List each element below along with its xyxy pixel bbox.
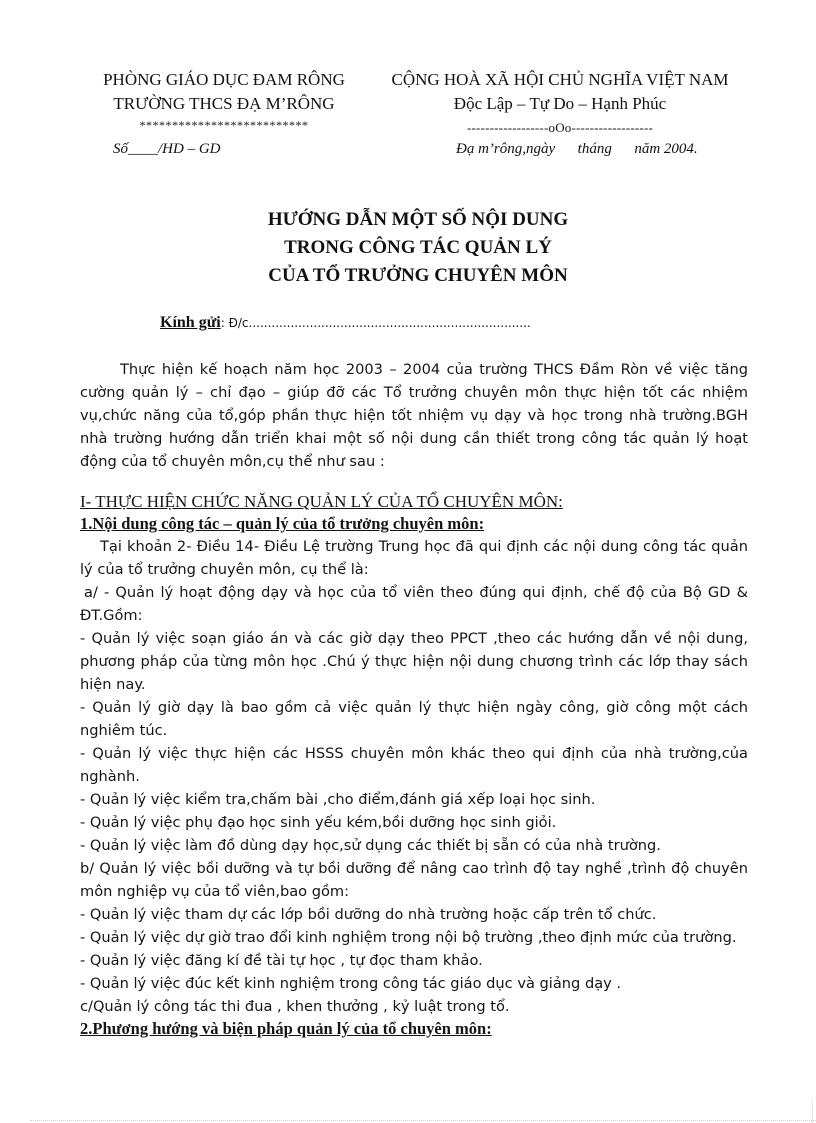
document-body [80, 358, 748, 1040]
title-line-2: TRONG CÔNG TÁC QUẢN LÝ [284, 237, 552, 258]
section-heading: I- THỰC HIỆN CHỨC NĂNG QUẢN LÝ CỦA TỔ CHUYÊN MÔN: [80, 492, 563, 511]
paragraph: a/ - Quản lý hoạt động dạy và học của tổ viên theo đúng qui định, chế độ của Bộ GD & ĐT.Gồm: [80, 584, 748, 624]
document-number: Số____/HD – GD [113, 141, 221, 157]
list-item: - Quản lý việc tham dự các lớp bồi dưỡng do nhà trường hoặc cấp trên tổ chức. [80, 906, 657, 923]
list-item: - Quản lý việc soạn giáo án và các giờ dạy theo PPCT ,theo các hướng dẫn về nội dung, phương pháp của từng môn học .Chú ý thực hiện nội dung chương trình các lớp thay sách hiện nay. [80, 630, 748, 693]
subsection-heading-1: 1.Nội dung công tác – quản lý của tổ trưởng chuyên môn: [80, 514, 485, 533]
recipient-line [160, 314, 531, 332]
list-item: - Quản lý việc phụ đạo học sinh yếu kém,bồi dưỡng học sinh giỏi. [80, 814, 557, 831]
date-line: Đạ m’rông,ngày tháng năm 2004. [456, 141, 698, 157]
dash-divider: ------------------oOo------------------ [466, 120, 654, 135]
recipient-value: : Đ/c.......................................................................... [220, 316, 531, 330]
list-item: - Quản lý việc đăng kí đề tài tự học , tự đọc tham khảo. [80, 952, 483, 969]
list-item: - Quản lý việc đúc kết kinh nghiệm trong công tác giáo dục và giảng dạy . [80, 975, 622, 992]
header-left-block [88, 68, 360, 132]
paragraph: c/Quản lý công tác thi đua , khen thưởng , kỷ luật trong tổ. [80, 998, 510, 1015]
school-name: TRƯỜNG THCS ĐẠ M’RÔNG [113, 94, 335, 113]
title-line-1: HƯỚNG DẪN MỘT SỐ NỘI DUNG [267, 209, 569, 230]
document-title [0, 206, 816, 290]
list-item: - Quản lý việc làm đồ dùng dạy học,sử dụng các thiết bị sẵn có của nhà trường. [80, 837, 661, 854]
header-right-block [368, 68, 752, 136]
subsection-heading-2: 2.Phương hướng và biện pháp quản lý của tổ chuyên môn: [80, 1019, 492, 1038]
page-edge-bottom [30, 1120, 816, 1121]
country-name: CỘNG HOÀ XÃ HỘI CHỦ NGHĨA VIỆT NAM [391, 70, 729, 89]
list-item: - Quản lý giờ dạy là bao gồm cả việc quản lý thực hiện ngày công, giờ công một cách nghiêm túc. [80, 699, 748, 739]
list-item: - Quản lý việc dự giờ trao đổi kinh nghiệm trong nội bộ trường ,theo định mức của trường. [80, 929, 737, 946]
star-divider: ************************** [139, 118, 309, 132]
intro-paragraph: Thực hiện kế hoạch năm học 2003 – 2004 của trường THCS Đầm Ròn về việc tăng cường quản lý – chỉ đạo – giúp đỡ các Tổ trưởng chuyên môn thực hiện tốt các nhiệm vụ,chức năng của tổ,góp phần thực hiện tốt nhiệm vụ dạy và học trong nhà trường.BGH nhà trường hướng dẫn triển khai một số nội dung cần thiết trong công tác quản lý hoạt động của tổ chuyên môn,cụ thể như sau : [80, 361, 748, 470]
department-name: PHÒNG GIÁO DỤC ĐAM RÔNG [103, 70, 345, 89]
title-line-3: CỦA TỔ TRƯỞNG CHUYÊN MÔN [268, 265, 568, 286]
recipient-label: Kính gửi [160, 314, 221, 331]
paragraph: b/ Quản lý việc bồi dưỡng và tự bồi dưỡng để nâng cao trình độ tay nghề ,trình độ chuyên môn nghiệp vụ của tổ viên,bao gồm: [80, 860, 748, 900]
list-item: - Quản lý việc kiểm tra,chấm bài ,cho điểm,đánh giá xếp loại học sinh. [80, 791, 596, 808]
page-edge-right [812, 1100, 813, 1123]
list-item: - Quản lý việc thực hiện các HSSS chuyên môn khác theo qui định của nhà trường,của nghành. [80, 745, 748, 785]
paragraph: Tại khoản 2- Điều 14- Điều Lệ trường Trung học đã qui định các nội dung công tác quản lý của tổ trưởng chuyên môn, cụ thể là: [80, 538, 748, 578]
national-motto: Độc Lập – Tự Do – Hạnh Phúc [453, 94, 667, 113]
